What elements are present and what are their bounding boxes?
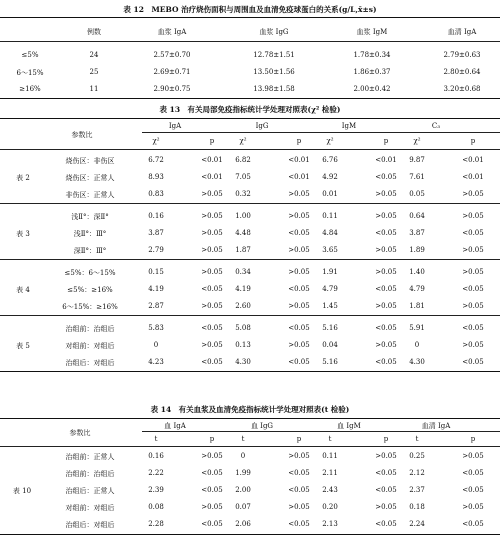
table12-cell: 11 <box>89 85 99 93</box>
table13-cell: 4.79 <box>409 285 425 293</box>
table13-section-rule <box>0 259 500 260</box>
table14-cell: 0.25 <box>409 452 425 460</box>
table14-cell: <0.05 <box>288 469 310 477</box>
table12-header-rule <box>0 41 500 42</box>
table13-row-param: ≤5%：≥16% <box>67 286 113 294</box>
table13-cell: >0.05 <box>288 268 310 276</box>
table13-cell: >0.05 <box>201 190 223 198</box>
table13-row-param: 浅Ⅱ°：Ⅲ° <box>73 230 107 238</box>
table14-cell: 1.99 <box>235 469 251 477</box>
table12-cell: 3.20±0.68 <box>443 85 481 93</box>
table13-cell: 0.83 <box>148 190 164 198</box>
table14-cell: 0.08 <box>148 503 164 511</box>
table13-section-label: 表 5 <box>16 342 30 350</box>
table13-cell: 9.87 <box>409 156 425 164</box>
table14-cell: <0.05 <box>462 486 484 494</box>
table13-cell: 6.76 <box>322 156 338 164</box>
table14-cell: 2.11 <box>322 469 338 477</box>
table13-cell: >0.05 <box>375 246 397 254</box>
table14-cell: 2.22 <box>148 469 164 477</box>
table13-cell: >0.05 <box>462 246 484 254</box>
table13-cell: <0.05 <box>201 285 223 293</box>
table14-sub-header: t <box>241 435 245 443</box>
table13-cell: <0.01 <box>201 173 223 181</box>
table14-param-header: 参数比 <box>69 429 91 437</box>
table13-cell: 6.82 <box>235 156 251 164</box>
table13-cell: <0.05 <box>375 358 397 366</box>
table14-cell: <0.05 <box>462 469 484 477</box>
table14-group-header: 血 IgA <box>164 422 186 430</box>
table13-cell: <0.05 <box>288 229 310 237</box>
table12-header-1: 例数 <box>87 28 101 36</box>
table14-cell: <0.05 <box>462 520 484 528</box>
table14-cell: <0.05 <box>375 469 397 477</box>
table14-cell: >0.05 <box>375 503 397 511</box>
table13-cell: 0 <box>414 341 420 349</box>
table13-section-label: 表 2 <box>16 174 30 182</box>
table13-cell: >0.05 <box>375 190 397 198</box>
table13-cell: 0.05 <box>409 190 425 198</box>
table13-top-rule <box>0 118 500 119</box>
table13-sub-header: χ² <box>152 137 160 145</box>
table13-cell: 1.00 <box>235 212 251 220</box>
table13-section-rule <box>0 371 500 372</box>
table13-header-rule <box>0 149 500 150</box>
table14-cell: 2.28 <box>148 520 164 528</box>
table13-cell: <0.05 <box>288 324 310 332</box>
table14-sub-header: t <box>328 435 332 443</box>
table13-sub-header: χ² <box>239 137 247 145</box>
table14-sub-header: p <box>383 435 389 443</box>
table14-cell: 0 <box>240 452 246 460</box>
table13-row-param: 治组前：治组后 <box>65 325 115 333</box>
table13-cell: 7.61 <box>409 173 425 181</box>
table13-section-label: 表 4 <box>16 286 30 294</box>
table14-group-header: 血 IgM <box>337 422 361 430</box>
table12-cell: 1.78±0.34 <box>353 51 391 59</box>
table14-cell: 2.37 <box>409 486 425 494</box>
table13-cell: 4.23 <box>148 358 164 366</box>
table14-cell: 2.39 <box>148 486 164 494</box>
table13-cell: 0.16 <box>148 212 164 220</box>
table13-cell: <0.05 <box>375 229 397 237</box>
table14-cell: >0.05 <box>201 503 223 511</box>
table13-cell: 0.34 <box>235 268 251 276</box>
table13-cell: 1.87 <box>235 246 251 254</box>
table14-cell: <0.05 <box>201 486 223 494</box>
table14-cell: <0.05 <box>375 486 397 494</box>
table13-caption: 表 13 有关局部免疫指标统计学处理对照表(χ² 检验) <box>159 105 341 114</box>
table13-cell: 0.04 <box>322 341 338 349</box>
table13-cell: >0.05 <box>201 229 223 237</box>
table13-cell: <0.01 <box>288 173 310 181</box>
table12-header-2: 血浆 IgA <box>157 28 187 36</box>
table13-cell: >0.05 <box>201 268 223 276</box>
table13-row-param: 深Ⅱ°：Ⅲ° <box>73 247 107 255</box>
table12-cell: 12.78±1.51 <box>253 51 295 59</box>
table14-row-param: 治组后：正常人 <box>65 487 115 495</box>
table13-cell: >0.05 <box>288 302 310 310</box>
table13-sub-header: χ² <box>413 137 421 145</box>
table13-cell: 5.08 <box>235 324 251 332</box>
table13-cell: <0.05 <box>375 324 397 332</box>
table12-cell: 2.57±0.70 <box>153 51 191 59</box>
table14-header-rule <box>0 446 500 447</box>
table13-cell: 0.32 <box>235 190 251 198</box>
table13-cell: <0.01 <box>375 156 397 164</box>
table13-cell: 2.60 <box>235 302 251 310</box>
table14-cell: 2.00 <box>235 486 251 494</box>
table13-cell: <0.01 <box>462 156 484 164</box>
table12-cell: 2.80±0.64 <box>443 68 481 76</box>
table13-cell: 5.91 <box>409 324 425 332</box>
table12-cell: 2.69±0.71 <box>153 68 191 76</box>
table12-cell: 6～15% <box>16 69 44 77</box>
table13-cell: >0.05 <box>288 246 310 254</box>
table13-cell: 4.48 <box>235 229 251 237</box>
table12-bottom-rule <box>0 98 500 99</box>
table13-cell: 4.30 <box>235 358 251 366</box>
table13-cell: >0.05 <box>201 246 223 254</box>
table13-cell: 0.11 <box>322 212 338 220</box>
table14-sub-header: p <box>470 435 476 443</box>
table13-cell: 4.30 <box>409 358 425 366</box>
table14-row-param: 治组后：对组后 <box>65 521 115 529</box>
table13-cell: >0.05 <box>462 268 484 276</box>
table13-row-param: ≤5%：6～15% <box>64 269 116 277</box>
table12-cell: 1.86±0.37 <box>353 68 391 76</box>
table13-cell: >0.05 <box>375 268 397 276</box>
table13-cell: >0.05 <box>288 341 310 349</box>
table13-cell: 5.16 <box>322 358 338 366</box>
table13-cell: 8.93 <box>148 173 164 181</box>
table13-cell: >0.05 <box>462 302 484 310</box>
table12-cell: 25 <box>89 68 99 76</box>
table13-cell: 1.81 <box>409 302 425 310</box>
table14-sub-header: p <box>296 435 302 443</box>
table13-cell: 3.87 <box>409 229 425 237</box>
table13-row-param: 非伤区：正常人 <box>65 191 115 199</box>
table14-cell: <0.05 <box>375 520 397 528</box>
table12-header-4: 血浆 IgM <box>356 28 388 36</box>
table13-cell: >0.05 <box>375 341 397 349</box>
table13-cell: 4.92 <box>322 173 338 181</box>
table14-cell: 0.07 <box>235 503 251 511</box>
table14-cell: >0.05 <box>462 503 484 511</box>
table13-cell: 4.19 <box>235 285 251 293</box>
table12-cell: 13.98±1.58 <box>253 85 295 93</box>
table13-row-param: 对组前：对组后 <box>65 342 115 350</box>
table13-cell: 2.79 <box>148 246 164 254</box>
table13-cell: 2.87 <box>148 302 164 310</box>
table13-group-header: IgM <box>341 122 357 130</box>
table14-cell: <0.05 <box>288 520 310 528</box>
table13-cell: >0.05 <box>288 212 310 220</box>
table13-cell: <0.05 <box>462 358 484 366</box>
table13-row-param: 烧伤区：正常人 <box>65 174 115 182</box>
table13-cell: <0.05 <box>375 173 397 181</box>
table14-cell: 0.16 <box>148 452 164 460</box>
table14-cell: <0.05 <box>288 486 310 494</box>
table13-row-param: 治组后：对组后 <box>65 359 115 367</box>
table13-cell: 7.05 <box>235 173 251 181</box>
table13-cell: <0.05 <box>462 285 484 293</box>
table14-group-header: 血 IgG <box>250 422 274 430</box>
table13-cell: 3.87 <box>148 229 164 237</box>
table13-cell: >0.05 <box>462 190 484 198</box>
table14-cell: >0.05 <box>288 452 310 460</box>
table12-cell: 2.00±0.42 <box>353 85 391 93</box>
table13-cell: >0.05 <box>201 302 223 310</box>
table14-cell: >0.05 <box>375 452 397 460</box>
table13-section-label: 表 3 <box>16 230 30 238</box>
table12-header-5: 血清 IgA <box>447 28 477 36</box>
table14-caption: 表 14 有关血浆及血清免疫指标统计学处理对照表(t 检验) <box>150 405 350 414</box>
table14-cell: >0.05 <box>288 503 310 511</box>
table13-cell: 4.19 <box>148 285 164 293</box>
table13-cell: <0.05 <box>462 324 484 332</box>
table14-row-param: 治组前：正常人 <box>65 453 115 461</box>
table14-row-param: 治组前：治组后 <box>65 470 115 478</box>
table14-sub-header: t <box>415 435 419 443</box>
table13-cell: >0.05 <box>201 341 223 349</box>
table14-row-param: 对组前：对组后 <box>65 504 115 512</box>
table13-section-rule <box>0 203 500 204</box>
table12-cell: ≥16% <box>19 85 41 93</box>
table13-cell: 3.65 <box>322 246 338 254</box>
table13-cell: >0.05 <box>375 212 397 220</box>
table14-cell: 2.24 <box>409 520 425 528</box>
table14-group-rule <box>142 431 500 432</box>
table13-cell: <0.05 <box>288 358 310 366</box>
table13-section-rule <box>0 315 500 316</box>
table14-group-header: 血清 IgA <box>421 422 451 430</box>
table13-group-header: IgG <box>255 122 269 130</box>
table14-cell: 2.06 <box>235 520 251 528</box>
table13-cell: <0.01 <box>462 173 484 181</box>
table14-cell: <0.05 <box>201 469 223 477</box>
table13-group-header: C₃ <box>431 122 441 130</box>
table13-cell: <0.05 <box>201 324 223 332</box>
table13-cell: <0.05 <box>201 358 223 366</box>
table12-cell: 2.90±0.75 <box>153 85 191 93</box>
table13-sub-header: p <box>383 137 389 145</box>
table14-bottom-rule <box>0 534 500 535</box>
table13-cell: 1.89 <box>409 246 425 254</box>
table14-cell: 2.12 <box>409 469 425 477</box>
table14-cell: >0.05 <box>462 452 484 460</box>
table13-cell: 4.79 <box>322 285 338 293</box>
table13-cell: 5.16 <box>322 324 338 332</box>
table13-sub-header: p <box>296 137 302 145</box>
table13-cell: <0.01 <box>201 156 223 164</box>
table14-cell: <0.05 <box>201 520 223 528</box>
table13-cell: <0.05 <box>462 229 484 237</box>
table13-cell: 0.01 <box>322 190 338 198</box>
table14-top-rule <box>0 418 500 419</box>
table13-cell: 1.40 <box>409 268 425 276</box>
table14-cell: 2.43 <box>322 486 338 494</box>
table13-sub-header: p <box>470 137 476 145</box>
table13-cell: 6.72 <box>148 156 164 164</box>
table13-row-param: 烧伤区：非伤区 <box>65 157 115 165</box>
table13-row-param: 6～15%：≥16% <box>62 303 118 311</box>
table14-section-label: 表 10 <box>12 487 32 495</box>
table14-cell: >0.05 <box>201 452 223 460</box>
table13-cell: 0.64 <box>409 212 425 220</box>
table12-top-rule <box>0 17 500 18</box>
table13-cell: >0.05 <box>462 212 484 220</box>
table13-cell: 1.91 <box>322 268 338 276</box>
table14-cell: 2.13 <box>322 520 338 528</box>
table14-sub-header: t <box>154 435 158 443</box>
table12-cell: 13.50±1.56 <box>253 68 295 76</box>
table13-row-param: 浅Ⅱ°：深Ⅱ° <box>71 213 109 221</box>
table13-cell: <0.05 <box>288 285 310 293</box>
table13-group-rule <box>142 132 500 133</box>
table13-cell: <0.01 <box>288 156 310 164</box>
table13-cell: >0.05 <box>462 341 484 349</box>
table13-cell: 0.15 <box>148 268 164 276</box>
table13-cell: >0.05 <box>288 190 310 198</box>
table14-cell: 0.18 <box>409 503 425 511</box>
table12-header-3: 血浆 IgG <box>259 28 289 36</box>
table13-cell: 0 <box>153 341 159 349</box>
table13-group-header: IgA <box>168 122 182 130</box>
table13-sub-header: χ² <box>326 137 334 145</box>
table13-sub-header: p <box>209 137 215 145</box>
table14-cell: 0.20 <box>322 503 338 511</box>
table13-cell: >0.05 <box>375 302 397 310</box>
table13-cell: 5.83 <box>148 324 164 332</box>
table12-cell: ≤5% <box>21 51 39 59</box>
table13-cell: 1.45 <box>322 302 338 310</box>
table14-cell: 0.11 <box>322 452 338 460</box>
table13-param-header: 参数比 <box>71 131 93 139</box>
table14-sub-header: p <box>209 435 215 443</box>
table12-cell: 24 <box>89 51 99 59</box>
table13-cell: >0.05 <box>201 212 223 220</box>
table13-cell: 0.13 <box>235 341 251 349</box>
table13-cell: 4.84 <box>322 229 338 237</box>
table13-cell: <0.05 <box>375 285 397 293</box>
table12-cell: 2.79±0.63 <box>443 51 481 59</box>
table12-caption: 表 12 MEBO 治疗烧伤面积与周围血及血清免疫球蛋白的关系(g/L,x̄±s) <box>123 5 377 14</box>
